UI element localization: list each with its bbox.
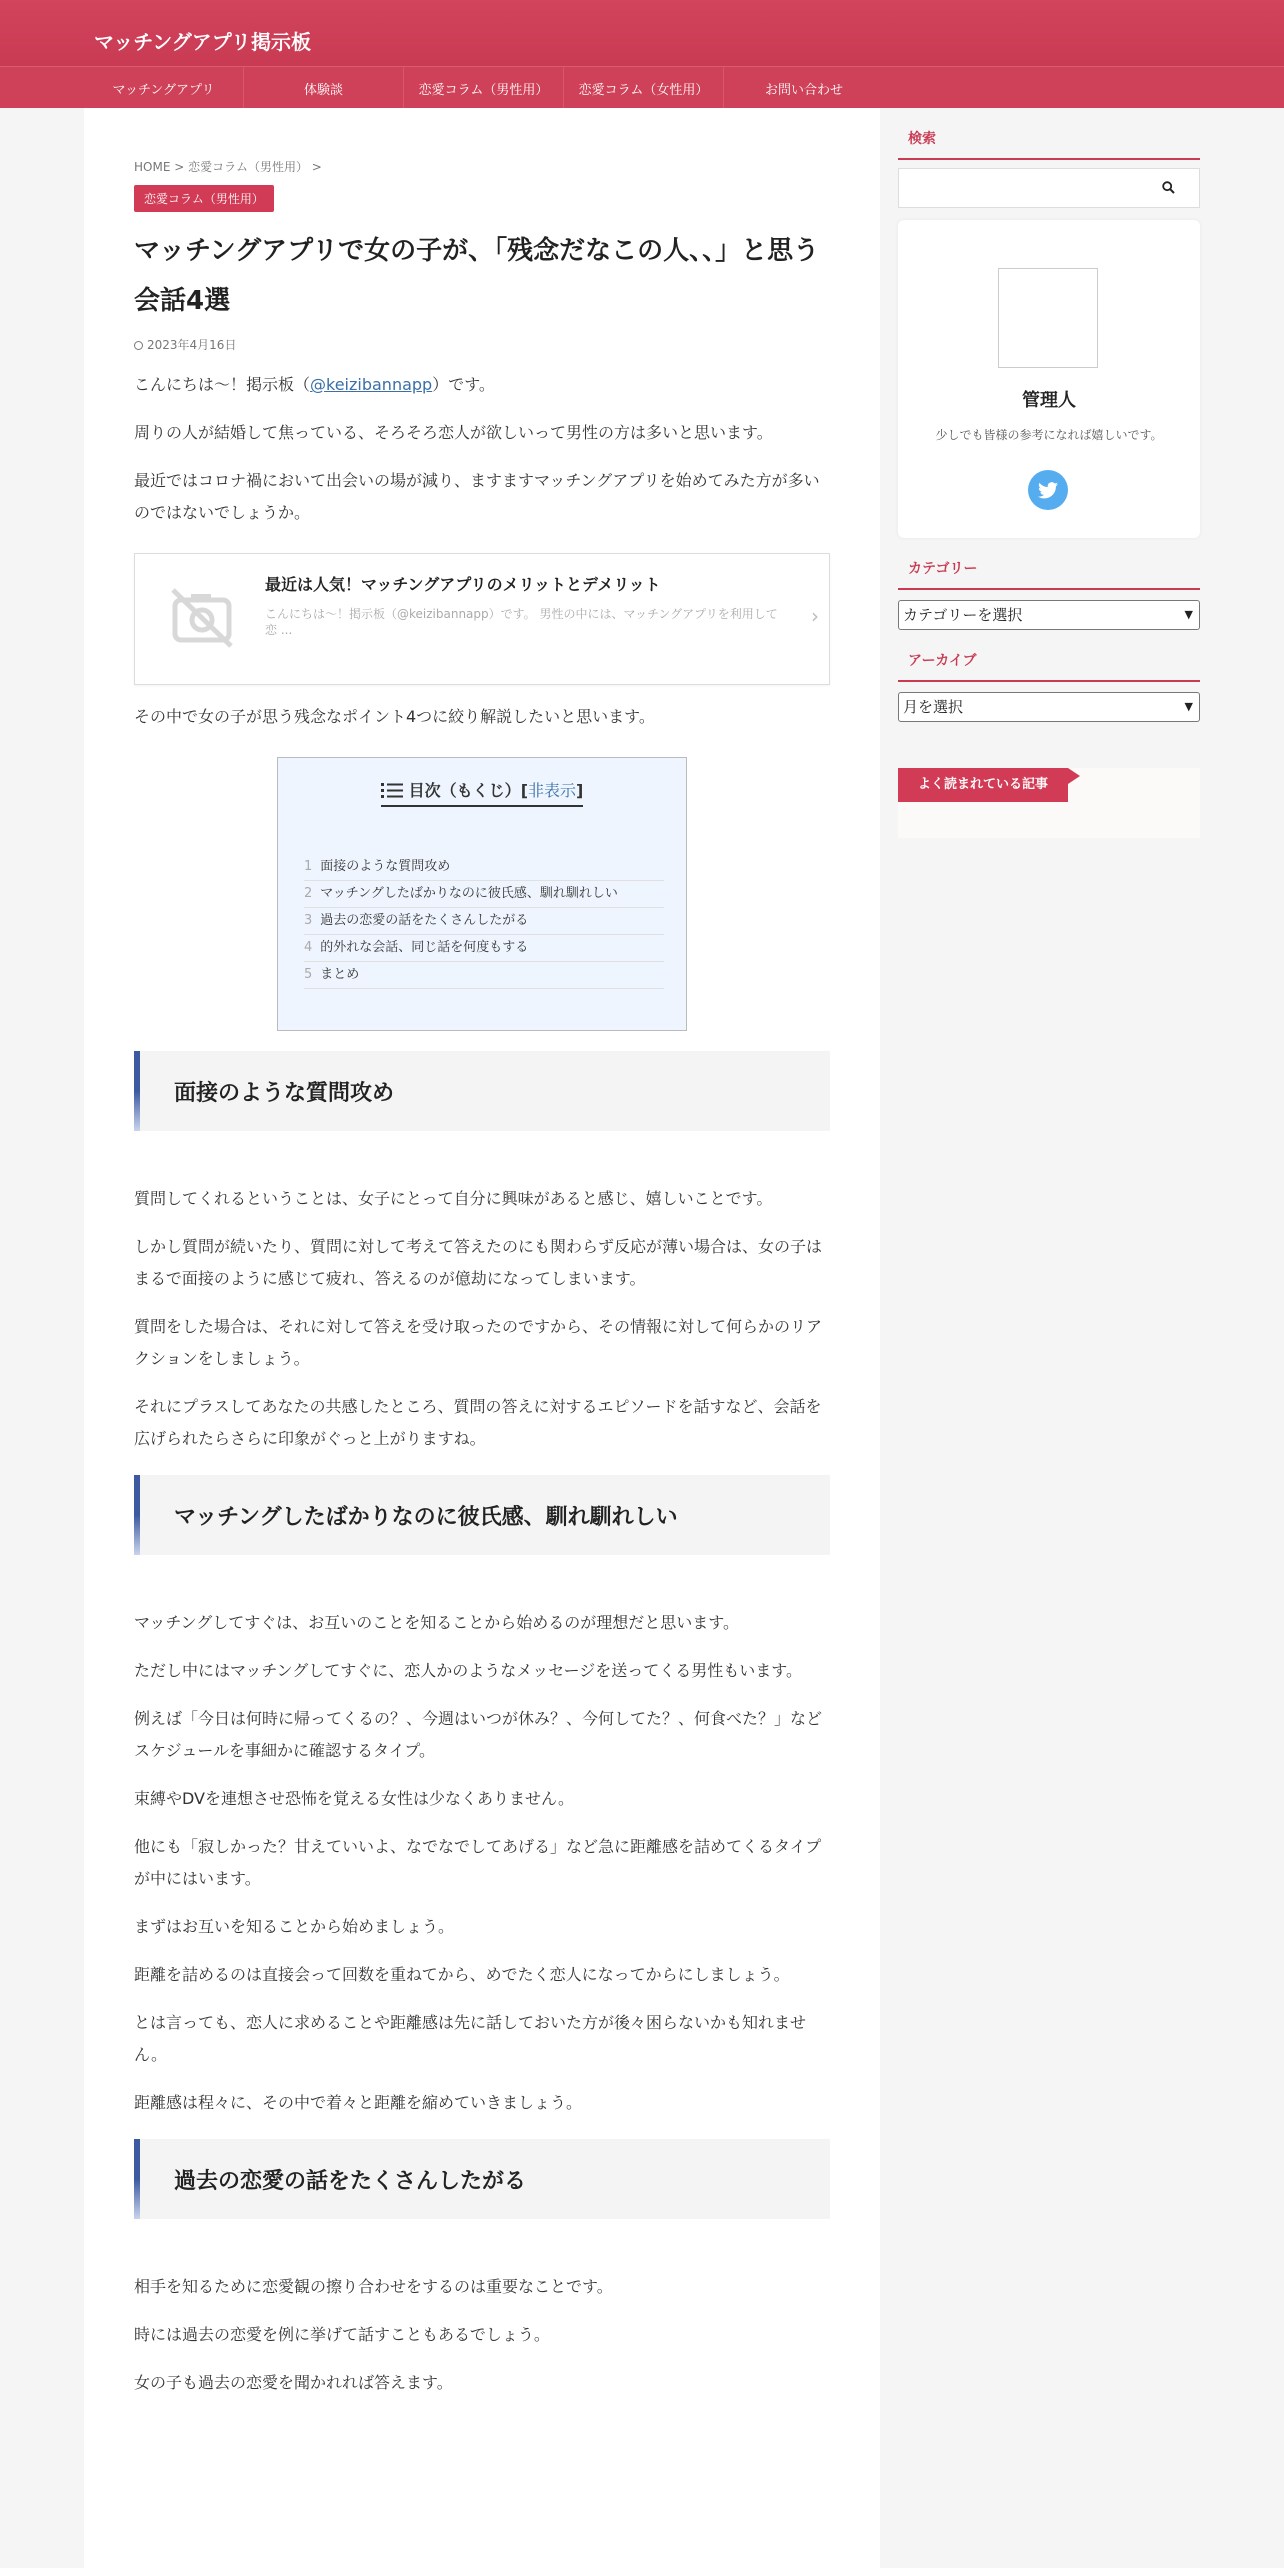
popular-heading: よく読まれている記事 [898, 768, 1068, 802]
toc-item[interactable] [304, 962, 664, 989]
toc-item-number: 5 [304, 967, 313, 982]
paragraph: 他にも「寂しかった？甘えていいよ、なでなでしてあげる」など急に距離感を詰めてくるタイプが中にはいます。 [134, 1837, 822, 1888]
paragraph: 女の子も過去の恋愛を聞かれれば答えます。 [134, 2373, 453, 2392]
site-title[interactable]: マッチングアプリ掲示板 [94, 30, 311, 54]
category-select[interactable] [898, 600, 1200, 630]
paragraph: 距離を詰めるのは直接会って回数を重ねてから、めでたく恋人になってからにしましょう。 [134, 1965, 790, 1984]
profile-description: 少しでも皆様の参考になれば嬉しいです。 [935, 428, 1163, 442]
toc-title: 目次（もくじ） [408, 781, 521, 800]
profile-card [898, 220, 1200, 538]
chevron-right-icon: › [811, 604, 819, 628]
toc-hide-link[interactable]: 非表示 [528, 781, 577, 800]
paragraph: 質問してくれるということは、女子にとって自分に興味があると感じ、嬉しいことです。 [134, 1189, 773, 1208]
section-heading: 面接のような質問攻め [134, 1051, 830, 1131]
chevron-down-icon: ▼ [1184, 700, 1193, 713]
toc-item[interactable] [304, 854, 664, 881]
sidebar [898, 108, 1200, 838]
global-nav [0, 66, 1284, 108]
archive-select[interactable] [898, 692, 1200, 722]
paragraph: とは言っても、恋人に求めることや距離感は先に話しておいた方が後々困らないかも知れません。 [134, 2013, 807, 2064]
nav-item-column-women[interactable]: 恋愛コラム（女性用） [564, 67, 724, 109]
search-input[interactable] [898, 168, 1200, 208]
toc-item[interactable] [304, 935, 664, 962]
nav-item-contact[interactable]: お問い合わせ [764, 82, 843, 98]
intro-text-end: ）です。 [432, 375, 495, 394]
clock-icon [134, 341, 143, 350]
paragraph: 相手を知るために恋愛観の擦り合わせをするのは重要なことです。 [134, 2277, 613, 2296]
paragraph: まずはお互いを知ることから始めましょう。 [134, 1917, 455, 1936]
related-article-card[interactable] [134, 553, 830, 685]
toc-item-label: 的外れな会話、同じ話を何度もする [320, 940, 529, 955]
profile-name: 管理人 [1022, 390, 1076, 411]
table-of-contents [277, 757, 687, 1031]
paragraph: 距離感は程々に、その中で着々と距離を縮めていきましょう。 [134, 2093, 583, 2112]
paragraph: 例えば「今日は何時に帰ってくるの？、今週はいつが休み？、今何してた？、何食べた？」などスケジュールを事細かに確認するタイプ。 [134, 1709, 823, 1760]
paragraph: 質問をした場合は、それに対して答えを受け取ったのですから、その情報に対して何らかのリアクションをしましょう。 [134, 1317, 823, 1368]
toc-item-number: 1 [304, 859, 313, 874]
archive-heading: アーカイブ [898, 630, 1200, 682]
related-article-snippet: こんにちは～！掲示板（@keizibannapp）です。 男性の中には、マッチングアプリを利用して恋 ... [265, 607, 778, 637]
category-badge[interactable]: 恋愛コラム（男性用） [134, 185, 274, 212]
section-heading: 過去の恋愛の話をたくさんしたがる [134, 2139, 830, 2219]
toc-list [304, 854, 664, 989]
paragraph: しかし質問が続いたり、質問に対して考えて答えたのにも関わらず反応が薄い場合は、女の子はまるで面接のように感じて疲れ、答えるのが億劫になってしまいます。 [134, 1237, 823, 1288]
category-heading: カテゴリー [898, 538, 1200, 590]
toc-item[interactable] [304, 908, 664, 935]
toc-item-label: 過去の恋愛の話をたくさんしたがる [320, 913, 529, 928]
no-image-icon [167, 586, 237, 650]
intro-text: こんにちは～！掲示板（ [134, 375, 311, 394]
toc-header: 目次（もくじ）[非表示] [278, 778, 686, 807]
nav-item-column-men[interactable]: 恋愛コラム（男性用） [404, 67, 564, 109]
search-heading: 検索 [898, 108, 1200, 160]
twitter-button[interactable] [1028, 470, 1068, 510]
chevron-down-icon: ▼ [1184, 608, 1193, 621]
twitter-icon [1038, 482, 1058, 499]
section-heading: マッチングしたばかりなのに彼氏感、馴れ馴れしい [134, 1475, 830, 1555]
toc-item[interactable] [304, 881, 664, 908]
paragraph: 時には過去の恋愛を例に挙げて話すこともあるでしょう。 [134, 2325, 550, 2344]
site-header [0, 0, 1284, 66]
category-select-value: カテゴリーを選択 [903, 606, 1023, 624]
toc-item-label: まとめ [320, 967, 360, 982]
nav-item-experience[interactable]: 体験談 [244, 67, 404, 109]
popular-articles [898, 768, 1200, 838]
paragraph: 周りの人が結婚して焦っている、そろそろ恋人が欲しいって男性の方は多いと思います。 [134, 423, 773, 442]
article-main [84, 108, 880, 2568]
avatar [998, 268, 1098, 368]
publish-date-text: 2023年4月16日 [147, 338, 237, 352]
twitter-handle-link[interactable]: @keizibannapp [310, 375, 433, 394]
breadcrumb[interactable]: HOME > 恋愛コラム（男性用） > [134, 160, 322, 174]
intro-paragraph [134, 369, 830, 401]
toc-item-label: 面接のような質問攻め [320, 859, 451, 874]
search-icon[interactable] [1162, 181, 1175, 194]
toc-item-number: 3 [304, 913, 313, 928]
paragraph: 束縛やDVを連想させ恐怖を覚える女性は少なくありません。 [134, 1789, 574, 1808]
article-title: マッチングアプリで女の子が、「残念だなこの人、、」と思う会話4選 [134, 236, 820, 316]
paragraph: ただし中にはマッチングしてすぐに、恋人かのようなメッセージを送ってくる男性もいます。 [134, 1661, 803, 1680]
archive-select-value: 月を選択 [903, 698, 964, 716]
toc-item-number: 4 [304, 940, 313, 955]
paragraph: 最近ではコロナ禍において出会いの場が減り、ますますマッチングアプリを始めてみた方が多いのではないでしょうか。 [134, 471, 820, 522]
paragraph: マッチングしてすぐは、お互いのことを知ることから始めるのが理想だと思います。 [134, 1613, 739, 1632]
related-article-title: 最近は人気！マッチングアプリのメリットとデメリット [265, 575, 661, 594]
paragraph: それにプラスしてあなたの共感したところ、質問の答えに対するエピソードを話すなど、会話を広げられたらさらに印象がぐっと上がりますね。 [134, 1397, 822, 1448]
toc-item-number: 2 [304, 886, 313, 901]
nav-item-matching-app[interactable]: マッチングアプリ [84, 67, 244, 109]
paragraph: その中で女の子が思う残念なポイント4つに絞り解説したいと思います。 [134, 707, 655, 726]
toc-item-label: マッチングしたばかりなのに彼氏感、馴れ馴れしい [320, 886, 618, 901]
list-icon [381, 782, 403, 798]
publish-date [134, 336, 830, 353]
